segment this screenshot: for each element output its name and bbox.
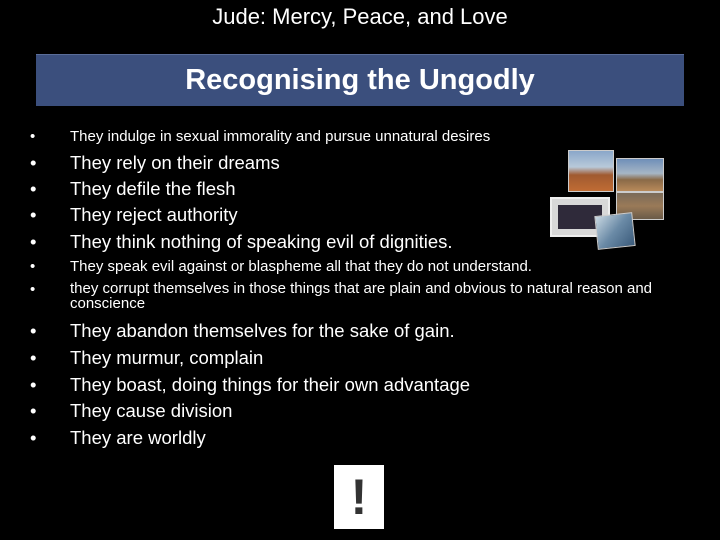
landscape-photo [616, 158, 664, 192]
bullet-text: they corrupt themselves in those things that are plain and obvious to natural reason and conscience [70, 280, 653, 312]
bullet-item [30, 374, 470, 396]
bullet-item [30, 204, 238, 226]
bullet-dot: • [30, 427, 37, 448]
bullet-text: They abandon themselves for the sake of gain. [70, 320, 455, 341]
slide-title: Recognising the Ungodly [185, 64, 535, 96]
bullet-dot: • [30, 231, 37, 252]
bullet-text: They reject authority [70, 204, 238, 225]
bullet-text: They are worldly [70, 427, 206, 448]
bullet-item [30, 258, 532, 275]
bullet-dot: • [30, 374, 37, 395]
bullet-item [30, 320, 455, 342]
bullet-item [30, 231, 453, 253]
desert-tree-photo [568, 150, 614, 192]
bullet-item [30, 128, 490, 145]
bullet-item [30, 400, 232, 422]
bullet-dot: • [30, 347, 37, 368]
bullet-item [30, 281, 670, 311]
bullet-text: They defile the flesh [70, 178, 236, 199]
bullet-dot: • [30, 281, 36, 298]
bullet-text: They speak evil against or blaspheme all that they do not understand. [70, 258, 532, 275]
bullet-item [30, 427, 206, 449]
bullet-item [30, 178, 236, 200]
bullet-dot: • [30, 204, 37, 225]
bullet-text: They boast, doing things for their own advantage [70, 374, 471, 395]
bullet-dot: • [30, 258, 36, 275]
exclamation-icon: ! [334, 465, 384, 529]
bullet-text: They indulge in sexual immorality and pursue unnatural desires [70, 128, 491, 145]
bullet-dot: • [30, 178, 37, 199]
sea-photo [594, 212, 635, 250]
bullet-item [30, 152, 280, 174]
bullet-dot: • [30, 400, 37, 421]
bullet-text: They rely on their dreams [70, 152, 280, 173]
bullet-text: They think nothing of speaking evil of dignities. [70, 231, 453, 252]
bullet-dot: • [30, 152, 37, 173]
bullet-text: They cause division [70, 400, 233, 421]
bullet-text: They murmur, complain [70, 347, 264, 368]
bullet-dot: • [30, 320, 37, 341]
bullet-item [30, 347, 263, 369]
slide-subtitle: Jude: Mercy, Peace, and Love [212, 4, 508, 29]
bullet-dot: • [30, 128, 36, 145]
